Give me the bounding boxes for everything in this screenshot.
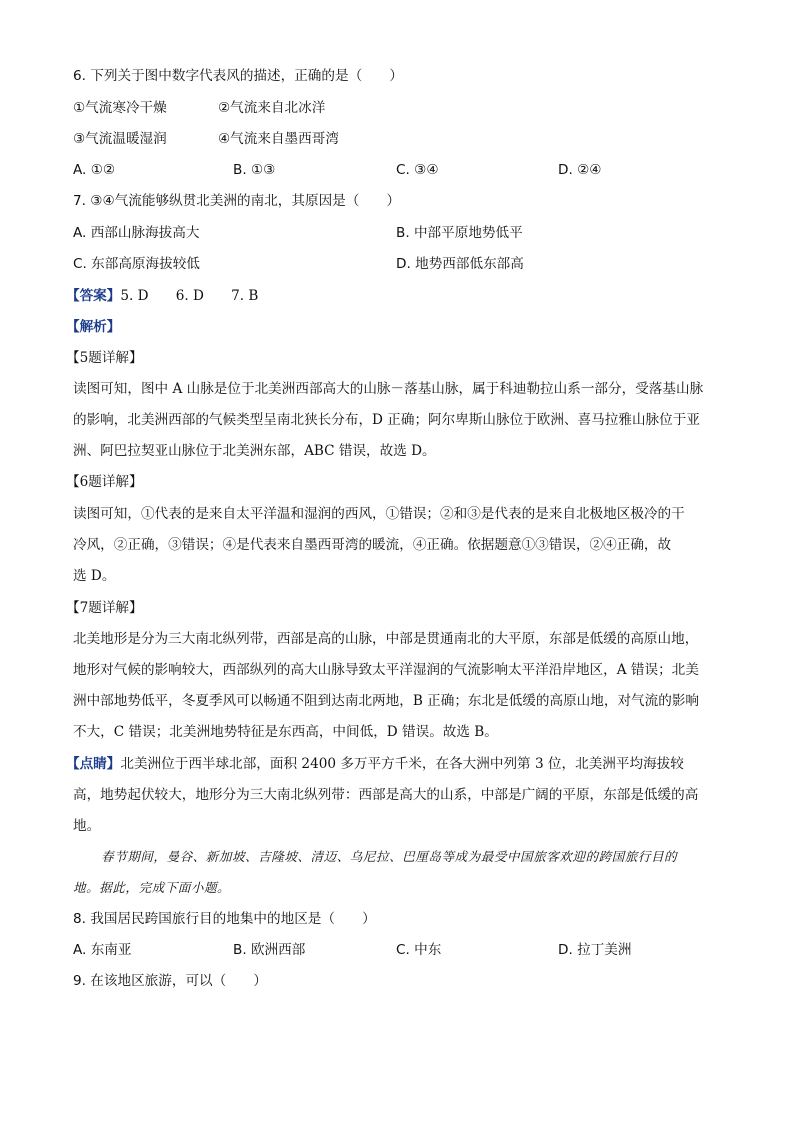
point-line-2: 高，地势起伏较大，地形分为三大南北纵列带：西部是高大的山系，中部是广阔的平原，东部是低缓的高	[73, 787, 699, 803]
q7-stem: 7. ③④气流能够纵贯北美洲的南北，其原因是（ ）	[73, 193, 401, 209]
q6-item-3: ③气流温暖湿润	[73, 131, 167, 147]
d5-line-1: 读图可知，图中 A 山脉是位于北美洲西部高大的山脉－落基山脉，属于科迪勒拉山系一部分，受落基山脉	[73, 381, 704, 397]
d6-line-1: 读图可知，①代表的是来自太平洋温和湿润的西风，①错误；②和③是代表的是来自北极地区极冷的干	[73, 506, 685, 522]
q8-option-a: A. 东南亚	[73, 942, 132, 958]
q6-option-a: A. ①②	[73, 162, 116, 178]
passage-line-1: 春节期间，曼谷、新加坡、吉隆坡、清迈、乌尼拉、巴厘岛等成为最受中国旅客欢迎的跨国旅行目的	[101, 849, 678, 864]
q6-stem: 6. 下列关于图中数字代表风的描述，正确的是（ ）	[73, 68, 403, 84]
q8-option-d: D. 拉丁美洲	[558, 942, 632, 958]
d6-title: 【6题详解】	[66, 474, 143, 490]
q8-option-c: C. 中东	[396, 942, 442, 958]
q6-item-4: ④气流来自墨西哥湾	[218, 131, 339, 147]
q6-option-d: D. ②④	[558, 162, 602, 178]
d6-line-2: 冷风，②正确，③错误；④是代表来自墨西哥湾的暖流，④正确。依据题意①③错误，②④正确，故	[73, 537, 672, 553]
q7-option-a: A. 西部山脉海拔高大	[73, 225, 200, 241]
d7-line-4: 不大，C 错误；北美洲地势特征是东西高，中间低，D 错误。故选 B。	[73, 724, 498, 740]
d7-line-3: 洲中部地势低平，冬夏季风可以畅通不阻到达南北两地，B 正确；东北是低缓的高原山地，对气流的影响	[73, 693, 700, 709]
q8-stem: 8. 我国居民跨国旅行目的地集中的地区是（ ）	[73, 911, 376, 927]
q7-option-b: B. 中部平原地势低平	[396, 225, 523, 241]
d5-line-3: 洲、阿巴拉契亚山脉位于北美洲东部，ABC 错误，故选 D。	[73, 443, 436, 459]
d7-line-1: 北美地形是分为三大南北纵列带，西部是高的山脉，中部是贯通南北的大平原，东部是低缓的高原山地，	[73, 631, 699, 647]
q6-item-1: ①气流寒冷干燥	[73, 100, 167, 116]
d6-line-3: 选 D。	[73, 568, 116, 584]
d5-line-2: 的影响，北美洲西部的气候类型呈南北狭长分布，D 正确；阿尔卑斯山脉位于欧洲、喜马拉雅山脉位于亚	[73, 412, 700, 428]
q6-option-c: C. ③④	[396, 162, 439, 178]
d5-title: 【5题详解】	[66, 350, 143, 366]
d7-line-2: 地形对气候的影响较大，西部纵列的高大山脉导致太平洋湿润的气流影响太平洋沿岸地区，A 错误；北美	[73, 662, 699, 678]
q7-option-c: C. 东部高原海拔较低	[73, 256, 200, 272]
point-line-3: 地。	[73, 818, 101, 834]
q8-option-b: B. 欧洲西部	[233, 942, 306, 958]
q9-stem: 9. 在该地区旅游，可以（ ）	[73, 973, 268, 989]
point-first: 北美洲位于西半球北部，面积 2400 多万平方千米，在各大洲中列第 3 位，北美洲平均海拔较	[120, 756, 684, 772]
q6-item-2: ②气流来自北冰洋	[218, 100, 326, 116]
analysis-label: 【解析】	[66, 319, 121, 335]
d7-title: 【7题详解】	[66, 600, 143, 616]
q6-option-b: B. ①③	[233, 162, 276, 178]
answer-line	[66, 286, 258, 306]
point-line-1	[66, 754, 684, 774]
point-label: 【点睛】	[66, 756, 121, 772]
q7-option-d: D. 地势西部低东部高	[396, 256, 524, 272]
answer-text: 5. D 6. D 7. B	[120, 288, 259, 304]
answer-label: 【答案】	[66, 288, 121, 304]
passage-line-2: 地。据此，完成下面小题。	[73, 880, 231, 895]
